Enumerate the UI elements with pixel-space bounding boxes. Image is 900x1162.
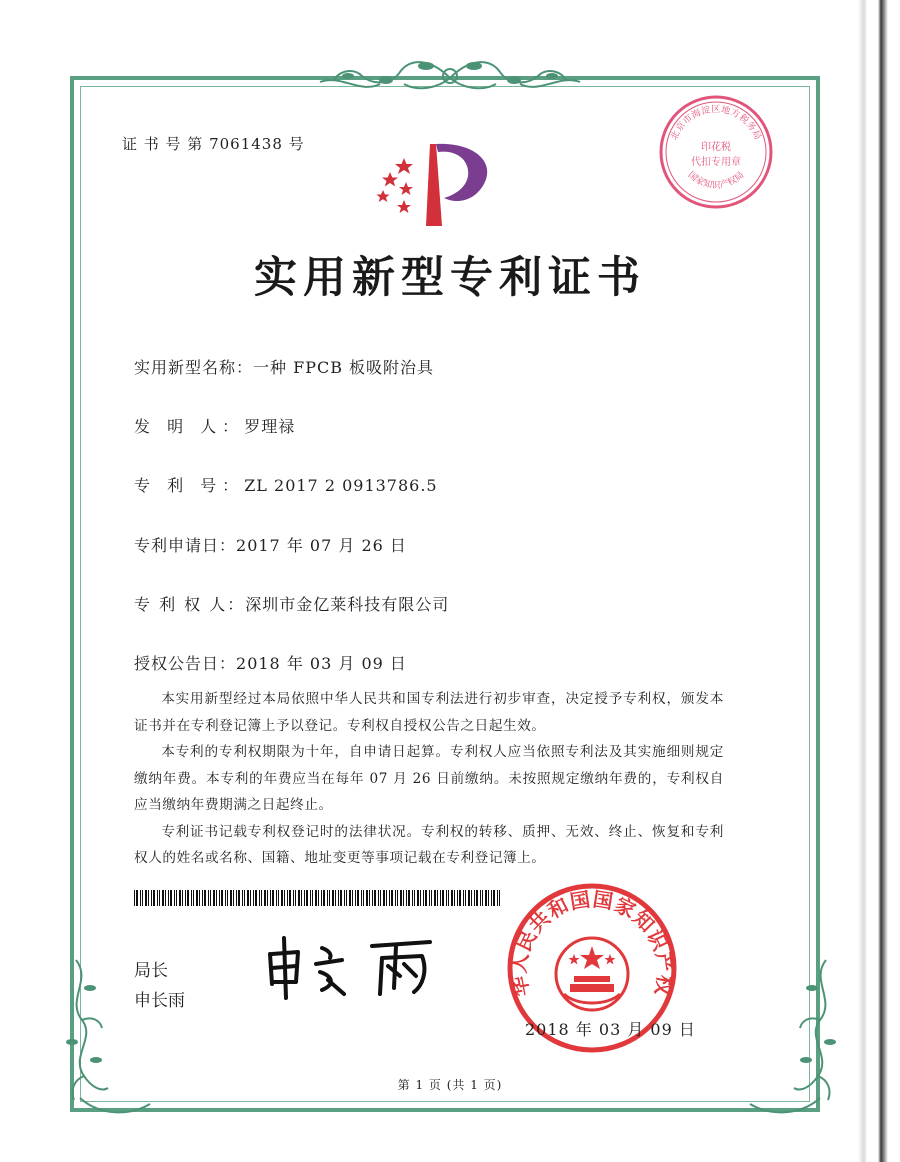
barcode-bar bbox=[142, 890, 143, 906]
barcode-bar bbox=[174, 890, 175, 906]
patent-office-logo bbox=[370, 138, 500, 228]
barcode-bar bbox=[208, 890, 209, 906]
barcode-bar bbox=[448, 890, 449, 906]
director-name: 申长雨 bbox=[134, 991, 185, 1011]
barcode-bar bbox=[423, 890, 424, 906]
barcode-bar bbox=[476, 890, 478, 906]
barcode-bar bbox=[340, 890, 342, 906]
national-emblem-icon bbox=[556, 938, 628, 1010]
tax-stamp-line1: 印花税 bbox=[701, 142, 731, 153]
barcode-bar bbox=[434, 890, 436, 906]
barcode-bar bbox=[412, 890, 413, 906]
barcode-bar bbox=[372, 890, 373, 906]
barcode-bar bbox=[236, 890, 237, 906]
barcode-bar bbox=[267, 890, 268, 906]
barcode-bar bbox=[185, 890, 186, 906]
barcode-bar bbox=[429, 890, 430, 906]
barcode-bar bbox=[357, 890, 359, 906]
barcode-bar bbox=[221, 890, 223, 906]
barcode-bar bbox=[193, 890, 194, 906]
barcode-bar bbox=[437, 890, 438, 906]
barcode-bar bbox=[327, 890, 328, 906]
barcode-bar bbox=[474, 890, 475, 906]
barcode-bar bbox=[323, 890, 325, 906]
barcode-bar bbox=[157, 890, 158, 906]
tax-stamp-line2: 代扣专用章 bbox=[691, 157, 741, 168]
barcode-bar bbox=[440, 890, 441, 906]
barcode-bar bbox=[420, 890, 421, 906]
barcode-bar bbox=[321, 890, 322, 906]
director-signature bbox=[262, 932, 462, 1002]
body-paragraph: 本实用新型经过本局依照中华人民共和国专利法进行初步审查，决定授予专利权，颁发本证书并在专利登记簿上予以登记。专利权自授权公告之日起生效。 bbox=[134, 691, 724, 734]
barcode-bar bbox=[182, 890, 183, 906]
barcode-bar bbox=[264, 890, 266, 906]
barcode-bar bbox=[287, 890, 288, 906]
field-value: 2017 年 07 月 26 日 bbox=[236, 536, 407, 555]
barcode-bar bbox=[451, 890, 453, 906]
barcode-bar bbox=[378, 890, 379, 906]
barcode-bar bbox=[406, 890, 407, 906]
barcode-bar bbox=[225, 890, 226, 906]
barcode-bar bbox=[329, 890, 330, 906]
barcode-bar bbox=[338, 890, 339, 906]
barcode-bar bbox=[219, 890, 220, 906]
barcode-bar bbox=[270, 890, 271, 906]
barcode-bar bbox=[485, 890, 487, 906]
barcode-bar bbox=[344, 890, 345, 906]
field-value: 罗理禄 bbox=[244, 417, 296, 436]
barcode-bar bbox=[497, 890, 498, 906]
barcode-bar bbox=[315, 890, 317, 906]
filing-date-row bbox=[134, 533, 407, 556]
signing-date: 2018 年 03 月 09 日 bbox=[525, 1020, 696, 1039]
barcode-bar bbox=[463, 890, 464, 906]
barcode-bar bbox=[278, 890, 279, 906]
barcode-bar bbox=[162, 890, 164, 906]
barcode-bar bbox=[253, 890, 254, 906]
barcode-bar bbox=[284, 890, 285, 906]
body-paragraph: 本专利的专利权期限为十年，自申请日起算。专利权人应当依照专利法及其实施细则规定缴纳年费。本专利的年费应当在每年 07 月 26 日前缴纳。未按照规定缴纳年费的，专利权自应当缴纳年费期满之日起终止。 bbox=[134, 744, 724, 813]
barcode-bar bbox=[403, 890, 404, 906]
barcode-bar bbox=[168, 890, 169, 906]
field-value: 一种 FPCB 板吸附治具 bbox=[253, 358, 435, 377]
barcode-bar bbox=[332, 890, 334, 906]
barcode-bar bbox=[151, 890, 152, 906]
barcode-bar bbox=[400, 890, 402, 906]
director-title: 局长 bbox=[134, 961, 168, 981]
barcode-bar bbox=[191, 890, 192, 906]
bottom-ornament bbox=[70, 1092, 830, 1122]
field-value: 深圳市金亿莱科技有限公司 bbox=[245, 595, 450, 614]
barcode bbox=[134, 890, 500, 906]
grant-date-row bbox=[134, 651, 407, 674]
barcode-bar bbox=[446, 890, 447, 906]
barcode-bar bbox=[261, 890, 262, 906]
barcode-bar bbox=[391, 890, 393, 906]
barcode-bar bbox=[293, 890, 294, 906]
barcode-bar bbox=[366, 890, 368, 906]
barcode-bar bbox=[136, 890, 138, 906]
barcode-bar bbox=[389, 890, 390, 906]
barcode-bar bbox=[272, 890, 274, 906]
barcode-bar bbox=[374, 890, 376, 906]
body-paragraph: 专利证书记载专利权登记时的法律状况。专利权的转移、质押、无效、终止、恢复和专利权人的姓名或名称、国籍、地址变更等事项记载在专利登记簿上。 bbox=[134, 823, 724, 866]
barcode-bar bbox=[301, 890, 302, 906]
barcode-bar bbox=[352, 890, 353, 906]
svg-text:国家知识产权局 bbox=[686, 170, 747, 191]
page-indicator: 第 1 页 (共 1 页) bbox=[397, 1078, 503, 1092]
field-label: 发 明 人： bbox=[134, 417, 245, 436]
barcode-bar bbox=[397, 890, 398, 906]
field-label: 实用新型名称： bbox=[134, 358, 254, 377]
utility-model-name-row bbox=[134, 355, 434, 378]
barcode-bar bbox=[335, 890, 336, 906]
barcode-bar bbox=[140, 890, 141, 906]
inventor-row bbox=[134, 414, 295, 437]
barcode-bar bbox=[276, 890, 277, 906]
barcode-bar bbox=[204, 890, 206, 906]
scanned-page-edge bbox=[858, 0, 900, 1162]
barcode-bar bbox=[414, 890, 415, 906]
barcode-bar bbox=[318, 890, 319, 906]
barcode-bar bbox=[425, 890, 427, 906]
barcode-bar bbox=[165, 890, 166, 906]
barcode-bar bbox=[298, 890, 300, 906]
barcode-bar bbox=[346, 890, 347, 906]
tax-stamp-bottom-text: 国家知识产权局 bbox=[685, 170, 747, 191]
barcode-bar bbox=[199, 890, 200, 906]
barcode-bar bbox=[442, 890, 444, 906]
barcode-bar bbox=[213, 890, 215, 906]
barcode-bar bbox=[395, 890, 396, 906]
barcode-bar bbox=[159, 890, 160, 906]
barcode-bar bbox=[244, 890, 245, 906]
barcode-bar bbox=[281, 890, 283, 906]
barcode-bar bbox=[417, 890, 419, 906]
barcode-bar bbox=[145, 890, 147, 906]
barcode-bar bbox=[238, 890, 240, 906]
certificate-body bbox=[134, 686, 724, 872]
barcode-bar bbox=[361, 890, 362, 906]
barcode-bar bbox=[499, 890, 500, 906]
barcode-bar bbox=[468, 890, 470, 906]
barcode-bar bbox=[134, 890, 135, 906]
barcode-bar bbox=[408, 890, 410, 906]
patent-number-row bbox=[134, 473, 438, 496]
barcode-bar bbox=[255, 890, 257, 906]
barcode-bar bbox=[355, 890, 356, 906]
barcode-bar bbox=[431, 890, 432, 906]
barcode-bar bbox=[457, 890, 458, 906]
field-label: 专利申请日： bbox=[134, 536, 237, 555]
barcode-bar bbox=[216, 890, 217, 906]
barcode-bar bbox=[454, 890, 455, 906]
barcode-bar bbox=[230, 890, 232, 906]
barcode-bar bbox=[386, 890, 387, 906]
barcode-bar bbox=[148, 890, 149, 906]
barcode-bar bbox=[312, 890, 313, 906]
barcode-bar bbox=[176, 890, 177, 906]
tax-stamp bbox=[656, 92, 776, 212]
barcode-bar bbox=[304, 890, 305, 906]
barcode-bar bbox=[471, 890, 472, 906]
barcode-bar bbox=[227, 890, 228, 906]
barcode-bar bbox=[349, 890, 351, 906]
barcode-bar bbox=[310, 890, 311, 906]
barcode-bar bbox=[480, 890, 481, 906]
barcode-bar bbox=[179, 890, 181, 906]
barcode-bar bbox=[289, 890, 291, 906]
field-value: 2018 年 03 月 09 日 bbox=[236, 654, 407, 673]
page-title: 实用新型专利证书 bbox=[254, 253, 646, 303]
barcode-bar bbox=[491, 890, 492, 906]
barcode-bar bbox=[187, 890, 189, 906]
barcode-bar bbox=[380, 890, 381, 906]
barcode-bar bbox=[363, 890, 364, 906]
top-ornament bbox=[300, 54, 600, 104]
barcode-bar bbox=[210, 890, 211, 906]
barcode-bar bbox=[383, 890, 385, 906]
barcode-bar bbox=[196, 890, 198, 906]
official-seal-text: 中华人民共和国国家知识产权局 bbox=[495, 863, 678, 999]
barcode-bar bbox=[488, 890, 489, 906]
field-label: 专 利 权 人： bbox=[134, 595, 246, 614]
field-label: 授权公告日： bbox=[134, 654, 237, 673]
barcode-bar bbox=[170, 890, 172, 906]
barcode-bar bbox=[482, 890, 483, 906]
certificate-number: 证 书 号 第 7061438 号 bbox=[122, 135, 305, 153]
barcode-bar bbox=[493, 890, 495, 906]
tax-stamp-outer-text: 北京市海淀区地方税务局 bbox=[669, 105, 763, 142]
barcode-bar bbox=[233, 890, 234, 906]
barcode-bar bbox=[259, 890, 260, 906]
barcode-bar bbox=[153, 890, 155, 906]
barcode-bar bbox=[465, 890, 466, 906]
barcode-bar bbox=[295, 890, 296, 906]
barcode-bar bbox=[459, 890, 461, 906]
barcode-bar bbox=[369, 890, 370, 906]
field-value: ZL 2017 2 0913786.5 bbox=[244, 476, 438, 495]
field-label: 专 利 号： bbox=[134, 476, 245, 495]
patentee-row bbox=[134, 592, 449, 615]
barcode-bar bbox=[306, 890, 308, 906]
barcode-bar bbox=[247, 890, 249, 906]
barcode-bar bbox=[250, 890, 251, 906]
barcode-bar bbox=[242, 890, 243, 906]
barcode-bar bbox=[202, 890, 203, 906]
